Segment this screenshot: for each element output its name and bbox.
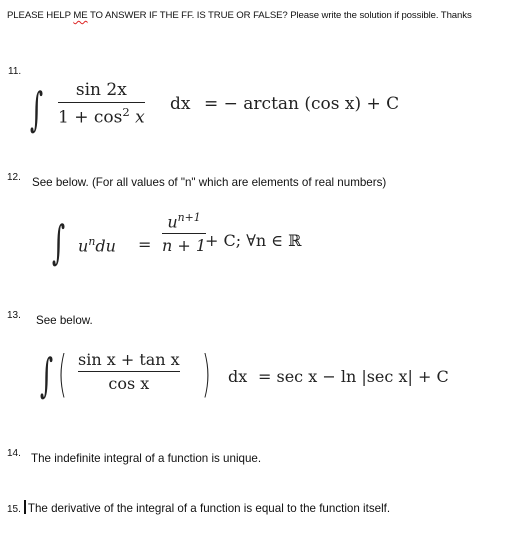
item-11-numerator-text: sin 2x bbox=[75, 80, 127, 100]
item-13-denominator: cos x bbox=[108, 374, 150, 393]
left-paren: ( bbox=[58, 345, 67, 403]
fraction-bar bbox=[78, 371, 180, 372]
item-13-dx: dx bbox=[228, 367, 248, 386]
item-12-numerator-exponent: n+1 bbox=[177, 211, 201, 224]
item-15-row bbox=[7, 500, 390, 515]
item-11-numerator bbox=[76, 80, 127, 100]
integral-sign: ∫ bbox=[30, 82, 44, 136]
item-12-lhs bbox=[78, 235, 116, 255]
header-text-start: PLEASE HELP bbox=[7, 10, 74, 21]
item-11-denominator-exponent: 2 bbox=[122, 105, 130, 119]
item-12-equals: = bbox=[138, 235, 152, 254]
item-12-numerator bbox=[167, 211, 200, 231]
item-12-text: See below. (For all values of "n" which are elements of real numbers) bbox=[32, 176, 387, 189]
item-12-lhs-exponent: n bbox=[88, 235, 96, 248]
item-12-lhs-base: u bbox=[78, 236, 89, 256]
item-15-text: The derivative of the integral of a function is equal to the function itself. bbox=[27, 502, 391, 515]
item-12-numerator-base: u bbox=[167, 212, 178, 232]
item-12-rhs: + C; ∀n ∈ ℝ bbox=[205, 231, 302, 250]
fraction-bar bbox=[162, 233, 206, 234]
item-14-text: The indefinite integral of a function is unique. bbox=[31, 452, 262, 465]
question-header bbox=[7, 10, 472, 21]
item-13-text: See below. bbox=[36, 314, 93, 327]
item-12-denominator: n + 1 bbox=[162, 236, 207, 256]
fraction-bar bbox=[58, 102, 145, 103]
item-13-rhs: = sec x − ln |sec x| + C bbox=[258, 367, 449, 386]
integral-sign: ∫ bbox=[52, 215, 66, 269]
item-13-numerator: sin x + tan x bbox=[78, 350, 180, 369]
item-11-dx: dx bbox=[170, 94, 191, 114]
header-text-end: TO ANSWER IF THE FF. IS TRUE OR FALSE? Please write the solution if possible. Thanks bbox=[87, 10, 472, 21]
item-12-lhs-du: du bbox=[95, 236, 116, 256]
item-11-denominator-variable: x bbox=[135, 107, 145, 128]
item-13-fraction bbox=[78, 350, 180, 393]
item-11-denominator bbox=[58, 105, 145, 128]
item-12-fraction bbox=[162, 211, 206, 255]
item-13-number: 13. bbox=[7, 310, 21, 321]
item-15-number: 15. bbox=[7, 504, 21, 515]
right-paren: ) bbox=[202, 345, 211, 403]
integral-sign: ∫ bbox=[40, 348, 54, 402]
header-misspelled-word: ME bbox=[73, 10, 88, 21]
item-11-denominator-base: 1 + cos bbox=[58, 107, 123, 128]
item-12-number: 12. bbox=[7, 172, 21, 183]
text-cursor bbox=[24, 500, 26, 514]
item-11-number: 11. bbox=[8, 66, 22, 77]
item-11-fraction bbox=[58, 80, 145, 128]
item-11-rhs: = − arctan (cos x) + C bbox=[204, 94, 400, 114]
item-14-number: 14. bbox=[7, 448, 21, 459]
